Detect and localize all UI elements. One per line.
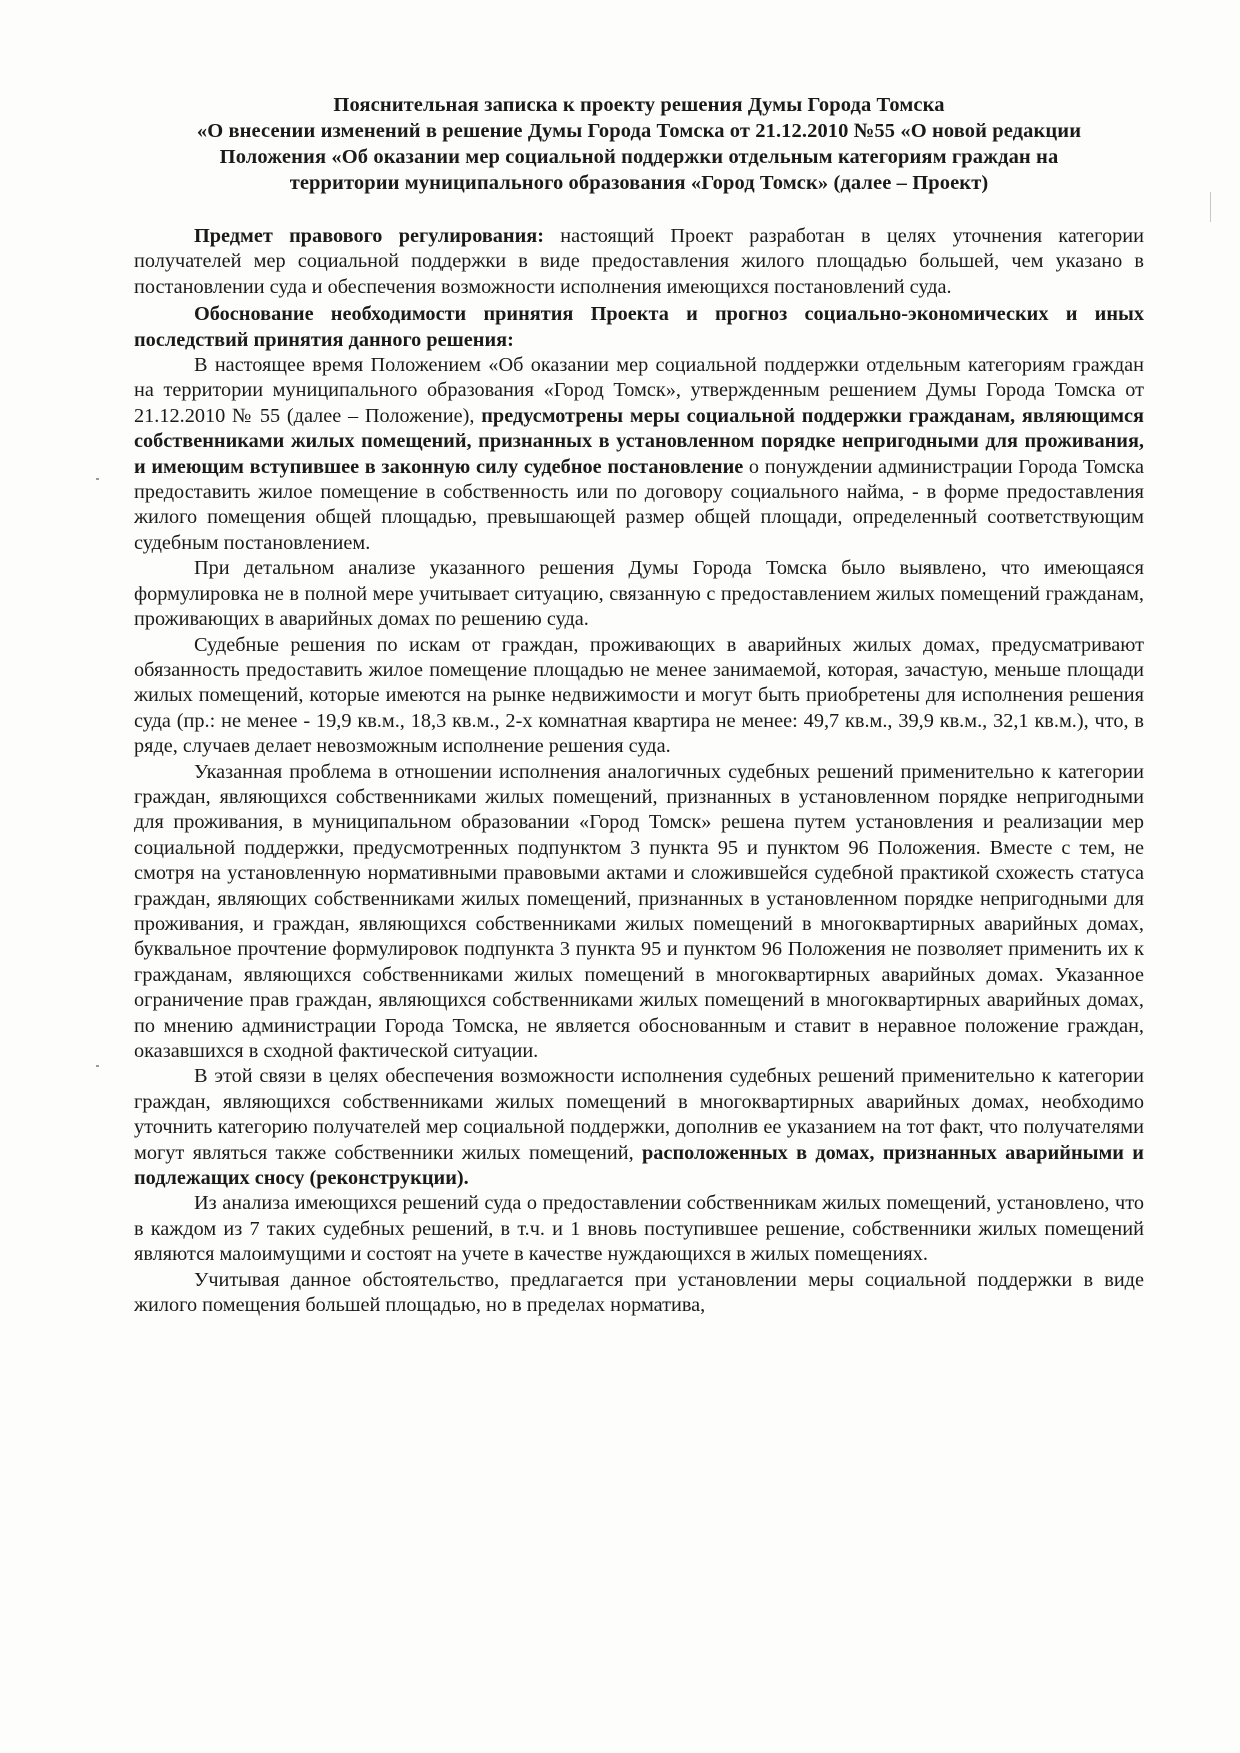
paragraph-proposal: [134, 1064, 1144, 1191]
paragraph-analysis: При детальном анализе указанного решения Думы Города Томска было выявлено, что имеющаяся формулировка не в полной мере учитывает ситуацию, связанную с предоставлением жилых помещений гражданам, проживающих в аварийных домах по решению суда.: [134, 557, 1144, 631]
paragraph-current-regulation: [134, 353, 1144, 556]
paragraph-findings: Из анализа имеющихся решений суда о предоставлении собственникам жилых помещений, установлено, что в каждом из 7 таких судебных решений, в т.ч. и 1 вновь поступившее решение, собственники жилых помещений являются малоимущими и состоят на учете в качестве нуждающихся в жилых помещениях.: [134, 1192, 1144, 1266]
document-body: [134, 224, 1144, 1318]
paragraph-problem: Указанная проблема в отношении исполнения аналогичных судебных решений применительно к категории граждан, являющихся собственниками жилых помещений, признанных в установленном порядке непригодными для проживания, в муниципальном образовании «Город Томск» решена путем установления и реализации мер социальной поддержки, предусмотренных подпунктом 3 пункта 95 и пунктом 96 Положения. Вместе с тем, не смотря на установленную нормативными правовыми актами и сложившейся судебной практикой схожесть статуса граждан, являющих собственниками жилых помещений, признанных в установленном порядке непригодными для проживания, и граждан, являющихся собственниками жилых помещений в многоквартирных аварийных домах, буквальное прочтение формулировок подпункта 3 пункта 95 и пунктом 96 Положения не позволяет применить их к гражданам, являющихся собственниками жилых помещений в многоквартирных аварийных домах. Указанное ограничение прав граждан, являющихся собственниками жилых помещений в многоквартирных аварийных домах, по мнению администрации Города Томска, не является обоснованным и ставит в неравное положение граждан, оказавшихся в сходной фактической ситуации.: [134, 760, 1144, 1062]
paragraph-justification-heading: [134, 302, 1144, 353]
scan-speck: [96, 478, 99, 480]
title-line-1: Пояснительная записка к проекту решения Думы Города Томска: [333, 94, 945, 116]
document-content: [134, 92, 1144, 1318]
document-title: [134, 92, 1144, 196]
scan-speck: [96, 1065, 99, 1067]
current-regulation-text-2: о понуждении администрации Города Томска предоставить жилое помещение в собственность или по договору социального найма, - в форме предоставления жилого помещения общей площадью, превышающей размер общей площади, определенный соответствующим судебным постановлением.: [134, 455, 1144, 554]
proposal-text: В этой связи в целях обеспечения возможности исполнения судебных решений применительно к категории граждан, являющихся собственниками жилых помещений в многоквартирных аварийных домах, необходимо уточнить категорию получателей мер социальной поддержки, дополнив ее указанием на тот факт, что получателями могут являться также собственники жилых помещений,: [134, 1065, 1144, 1164]
title-line-2: «О внесении изменений в решение Думы Города Томска от 21.12.2010 №55 «О новой редакции: [196, 120, 1082, 142]
paragraph-subject: [134, 224, 1144, 300]
paragraph-court-decisions: Судебные решения по искам от граждан, проживающих в аварийных жилых домах, предусматривают обязанность предоставить жилое помещение площадью не менее занимаемой, которая, зачастую, меньше площади жилых помещений, которые имеются на рынке недвижимости и могут быть приобретены для исполнения решения суда (пр.: не менее - 19,9 кв.м., 18,3 кв.м., 2-х комнатная квартира не менее: 49,7 кв.м., 39,9 кв.м., 32,1 кв.м.), что, в ряде, случаев делает невозможным исполнение решения суда.: [134, 633, 1144, 758]
current-regulation-bold: предусмотрены меры социальной поддержки гражданам, являющимся собственниками жилых помещений, признанных в установленном порядке непригодными для проживания, и имеющим вступившее в законную силу судебное постановление: [134, 404, 1144, 478]
paragraph-conclusion: Учитывая данное обстоятельство, предлагается при установлении меры социальной поддержки в виде жилого помещения большей площадью, но в пределах норматива,: [134, 1268, 1144, 1317]
justification-heading-text: Обоснование необходимости принятия Проекта и прогноз социально-экономических и иных последствий принятия данного решения:: [134, 303, 1144, 351]
title-line-4: территории муниципального образования «Город Томск» (далее – Проект): [289, 172, 989, 194]
scan-edge-mark: [1210, 192, 1211, 222]
title-line-3: Положения «Об оказании мер социальной поддержки отдельным категориям граждан на: [219, 146, 1059, 168]
paragraph-subject-text: настоящий Проект разработан в целях уточнения категории получателей мер социальной поддержки в виде предоставления жилого площадью большей, чем указано в постановлении суда и обеспечения возможности исполнения имеющихся постановлений суда.: [134, 225, 1144, 298]
current-regulation-text-1: В настоящее время Положением «Об оказании мер социальной поддержки отдельным категориям граждан на территории муниципального образования «Город Томск», утвержденным решением Думы Города Томска от 21.12.2010 № 55 (далее – Положение),: [134, 354, 1144, 427]
proposal-bold: расположенных в домах, признанных аварийными и подлежащих сносу (реконструкции).: [134, 1141, 1144, 1190]
paragraph-subject-heading: Предмет правового регулирования:: [194, 225, 545, 247]
